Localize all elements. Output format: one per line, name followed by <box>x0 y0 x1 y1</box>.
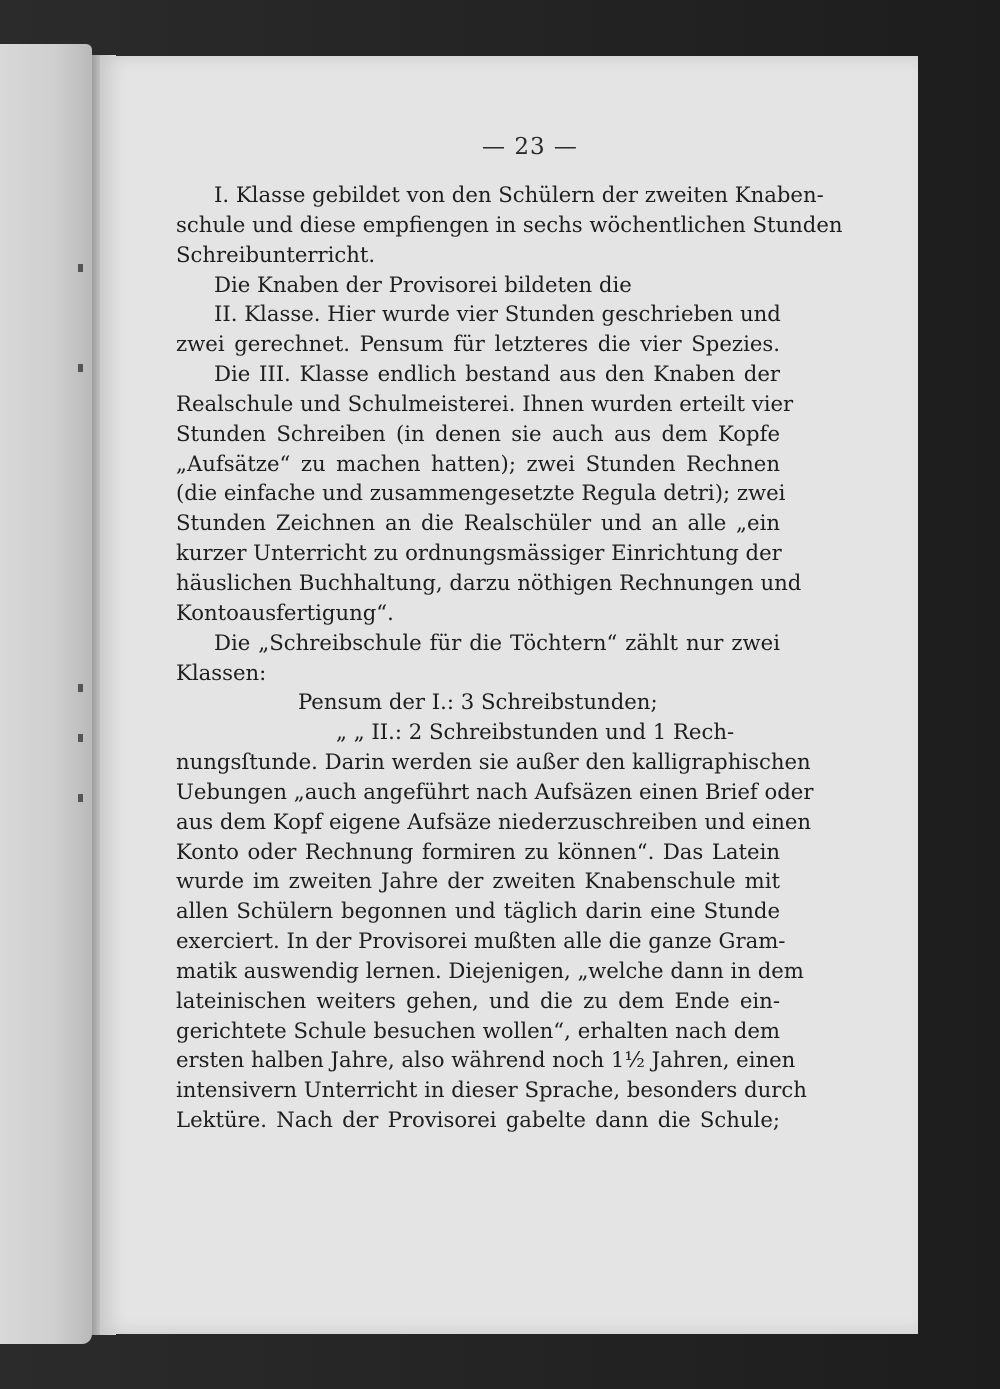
body-text <box>176 180 843 1135</box>
text-line: schule und diese empfiengen in sechs wöchentlichen Stunden <box>176 211 843 237</box>
page-number: — 23 — <box>482 134 578 160</box>
text-line: aus dem Kopf eigene Aufsäze niederzuschreiben und einen <box>176 808 812 834</box>
text-line: „ „ II.: 2 Schreibstunden und 1 Rech- <box>336 719 735 745</box>
text-line: Kontoausfertigung“. <box>176 599 394 625</box>
text-line: II. Klasse. Hier wurde vier Stunden geschrieben und <box>214 301 781 327</box>
text-line: häuslichen Buchhaltung, darzu nöthigen Rechnungen und <box>176 569 802 595</box>
text-line: lateinischen weiters gehen, und die zu dem Ende ein- <box>176 987 780 1013</box>
text-line: exerciert. In der Provisorei mußten alle die ganze Gram- <box>176 928 786 954</box>
text-line: Stunden Zeichnen an die Realschüler und an alle „ein <box>176 510 780 536</box>
text-line: nungsſtunde. Darin werden sie außer den kalligraphischen <box>176 749 811 775</box>
text-line: „Aufsätze“ zu machen hatten); zwei Stunden Rechnen <box>176 450 780 476</box>
text-line: Die „Schreibschule für die Töchtern“ zählt nur zwei <box>214 629 780 655</box>
text-line: Schreibunterricht. <box>176 241 376 267</box>
text-line: zwei gerechnet. Pensum für letzteres die vier Spezies. <box>176 331 780 357</box>
text-line: Realschule und Schulmeisterei. Ihnen wurden erteilt vier <box>176 390 794 416</box>
text-line: Die III. Klasse endlich bestand aus den Knaben der <box>214 361 780 387</box>
text-line: Lektüre. Nach der Provisorei gabelte dann die Schule; <box>176 1107 780 1133</box>
text-line: Die Knaben der Provisorei bildeten die <box>214 271 632 297</box>
text-line: Uebungen „auch angeführt nach Aufsäzen einen Brief oder <box>176 778 814 804</box>
text-line: I. Klasse gebildet von den Schülern der zweiten Knaben- <box>214 182 824 207</box>
text-line: wurde im zweiten Jahre der zweiten Knabenschule mit <box>176 868 780 894</box>
text-line: Klassen: <box>176 659 267 685</box>
text-line: Konto oder Rechnung formiren zu können“. Das Latein <box>176 838 780 864</box>
text-line: (die einfache und zusammengesetzte Regula detri); zwei <box>176 480 786 506</box>
text-line: Pensum der I.: 3 Schreibstunden; <box>298 689 658 715</box>
right-page <box>100 56 918 1334</box>
text-line: matik auswendig lernen. Diejenigen, „welche dann in dem <box>176 957 804 983</box>
text-line: intensivern Unterricht in dieser Sprache, besonders durch <box>176 1077 807 1103</box>
left-page-edge <box>0 44 92 1344</box>
text-line: allen Schülern begonnen und täglich darin eine Stunde <box>176 898 780 924</box>
text-line: Stunden Schreiben (in denen sie auch aus dem Kopfe <box>176 420 780 446</box>
text-line: gerichtete Schule besuchen wollen“, erhalten nach dem <box>176 1017 780 1043</box>
text-line: kurzer Unterricht zu ordnungsmässiger Einrichtung der <box>176 540 782 566</box>
text-line: ersten halben Jahre, also während noch 1½ Jahren, einen <box>176 1047 796 1073</box>
left-page-margin-marks <box>78 234 88 1134</box>
